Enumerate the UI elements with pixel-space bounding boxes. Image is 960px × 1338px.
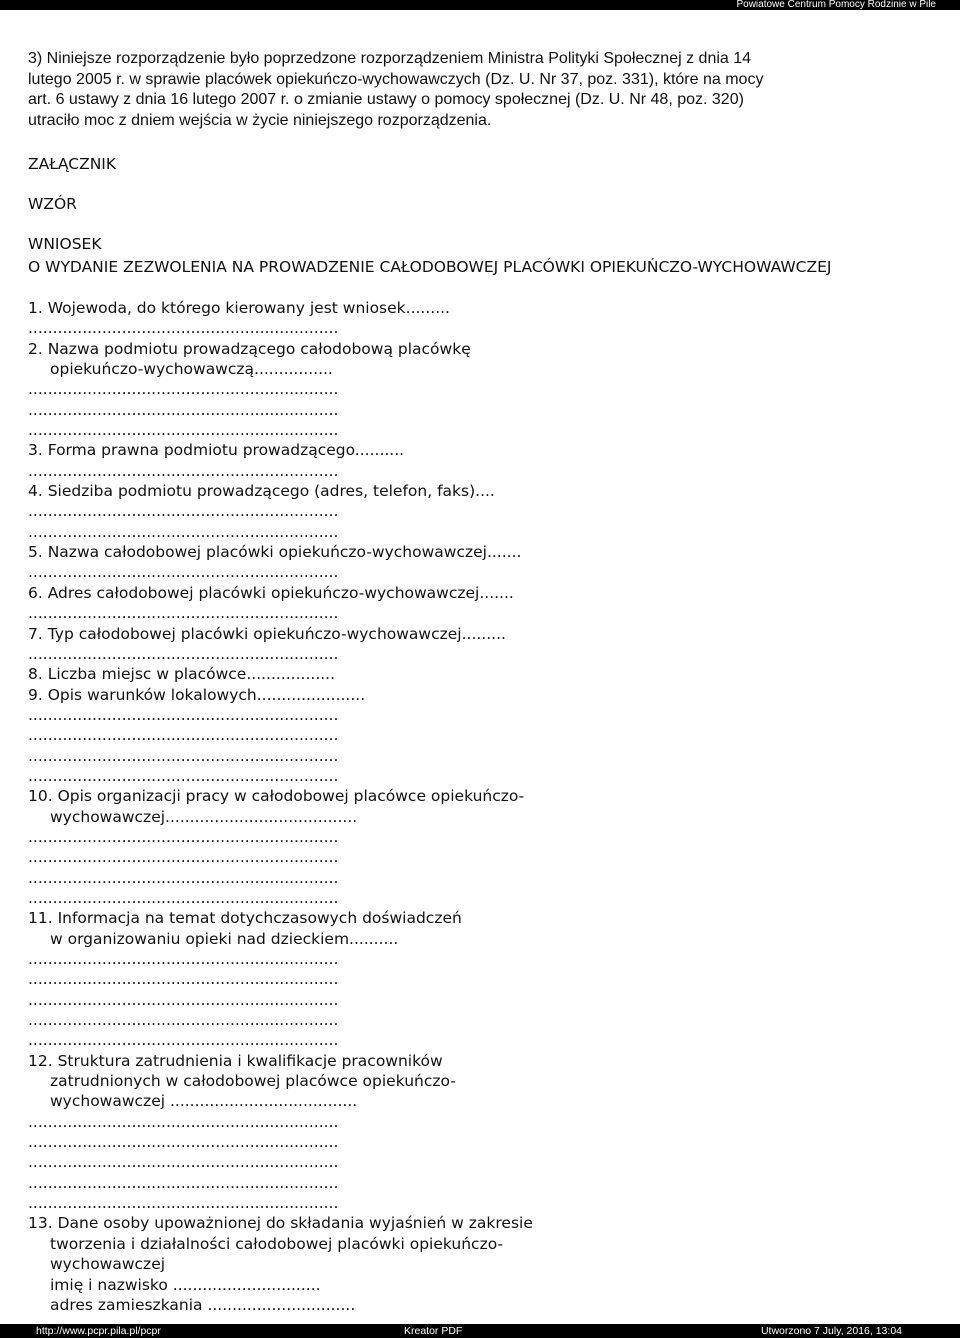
form-line: ...............................................................	[28, 522, 339, 541]
form-line: 10. Opis organizacji pracy w całodobowej placówce opiekuńczo-	[28, 787, 525, 806]
form-line: ...............................................................	[28, 970, 339, 989]
form-line: 9. Opis warunków lokalowych......................	[28, 685, 366, 704]
form-line: ...............................................................	[28, 421, 339, 440]
form-line: adres zamieszkania ..............................	[50, 1295, 356, 1314]
annex-label: ZAŁĄCZNIK	[28, 155, 117, 173]
form-line: wychowawczej.......................................	[50, 807, 358, 826]
form-line: ...............................................................	[28, 1153, 339, 1172]
footer-creator: Kreator PDF	[404, 1325, 463, 1337]
form-line: ...............................................................	[28, 726, 339, 745]
form-line: 6. Adres całodobowej placówki opiekuńczo-wychowawczej.......	[28, 583, 514, 602]
form-line: 13. Dane osoby upoważnionej do składania wyjaśnień w zakresie	[28, 1214, 533, 1233]
form-line: ...............................................................	[28, 1031, 339, 1050]
form-line: ...............................................................	[28, 1194, 339, 1213]
template-label: WZÓR	[28, 195, 77, 213]
form-line: 12. Struktura zatrudnienia i kwalifikacje pracowników	[28, 1051, 443, 1070]
footer-url[interactable]: http://www.pcpr.pila.pl/pcpr	[36, 1325, 161, 1337]
form-fields	[28, 298, 928, 1315]
form-line: ...............................................................	[28, 1173, 339, 1192]
form-line: 11. Informacja na temat dotychczasowych doświadczeń	[28, 909, 462, 928]
form-line: ...............................................................	[28, 990, 339, 1009]
form-line: 2. Nazwa podmiotu prowadzącego całodobową placówkę	[28, 339, 471, 358]
intro-line: utraciło moc z dniem wejścia w życie niniejszego rozporządzenia.	[28, 111, 492, 129]
footer-created-date: Utworzono 7 July, 2016, 13:04	[760, 1325, 902, 1337]
form-line: ...............................................................	[28, 502, 339, 521]
form-line: ...............................................................	[28, 1112, 339, 1131]
form-line: tworzenia i działalności całodobowej placówki opiekuńczo-	[50, 1234, 504, 1253]
form-line: ...............................................................	[28, 400, 339, 419]
form-line: ...............................................................	[28, 380, 339, 399]
form-line: 7. Typ całodobowej placówki opiekuńczo-wychowawczej.........	[28, 624, 506, 643]
form-line: ...............................................................	[28, 319, 339, 338]
application-subtitle: O WYDANIE ZEZWOLENIA NA PROWADZENIE CAŁODOBOWEJ PLACÓWKI OPIEKUŃCZO-WYCHOWAWCZEJ	[28, 258, 832, 276]
intro-line: lutego 2005 r. w sprawie placówek opiekuńczo-wychowawczych (Dz. U. Nr 37, poz. 331), które na mocy	[28, 70, 764, 88]
form-line: 5. Nazwa całodobowej placówki opiekuńczo-wychowawczej.......	[28, 543, 522, 562]
header-title: Powiatowe Centrum Pomocy Rodzinie w Pile	[736, 0, 936, 10]
form-line: ...............................................................	[28, 746, 339, 765]
form-line: wychowawczej ......................................	[50, 1092, 358, 1111]
form-line: ...............................................................	[28, 705, 339, 724]
form-line: 1. Wojewoda, do którego kierowany jest wniosek.........	[28, 299, 450, 317]
form-line: 3. Forma prawna podmiotu prowadzącego..........	[28, 441, 405, 460]
intro-line: art. 6 ustawy z dnia 16 lutego 2007 r. o zmianie ustawy o pomocy społecznej (Dz. U. Nr 48, poz. 320)	[28, 91, 744, 108]
form-line: opiekuńczo-wychowawczą................	[50, 360, 333, 379]
form-line: ...............................................................	[28, 1011, 339, 1030]
form-line: 4. Siedziba podmiotu prowadzącego (adres, telefon, faks)....	[28, 482, 495, 501]
form-line: ...............................................................	[28, 827, 339, 846]
form-line: zatrudnionych w całodobowej placówce opiekuńczo-	[50, 1072, 456, 1091]
form-line: ...............................................................	[28, 604, 339, 623]
form-line: ...............................................................	[28, 644, 339, 663]
form-line: ...............................................................	[28, 888, 339, 907]
form-line: ...............................................................	[28, 1133, 339, 1152]
form-line: imię i nazwisko ..............................	[50, 1275, 321, 1294]
form-line: ...............................................................	[28, 766, 339, 785]
form-line: ...............................................................	[28, 563, 339, 582]
form-line: 8. Liczba miejsc w placówce..................	[28, 665, 336, 684]
form-line: ...............................................................	[28, 950, 339, 968]
form-line: ...............................................................	[28, 461, 339, 480]
form-line: ...............................................................	[28, 848, 339, 867]
application-title: WNIOSEK	[28, 235, 102, 253]
form-line: ...............................................................	[28, 868, 339, 887]
intro-paragraph	[28, 49, 938, 131]
form-line: w organizowaniu opieki nad dzieckiem..........	[50, 929, 399, 948]
form-line: wychowawczej	[50, 1255, 166, 1274]
intro-line: 3) Niniejsze rozporządzenie było poprzedzone rozporządzeniem Ministra Polityki Społecznej z dnia 14	[28, 50, 752, 67]
